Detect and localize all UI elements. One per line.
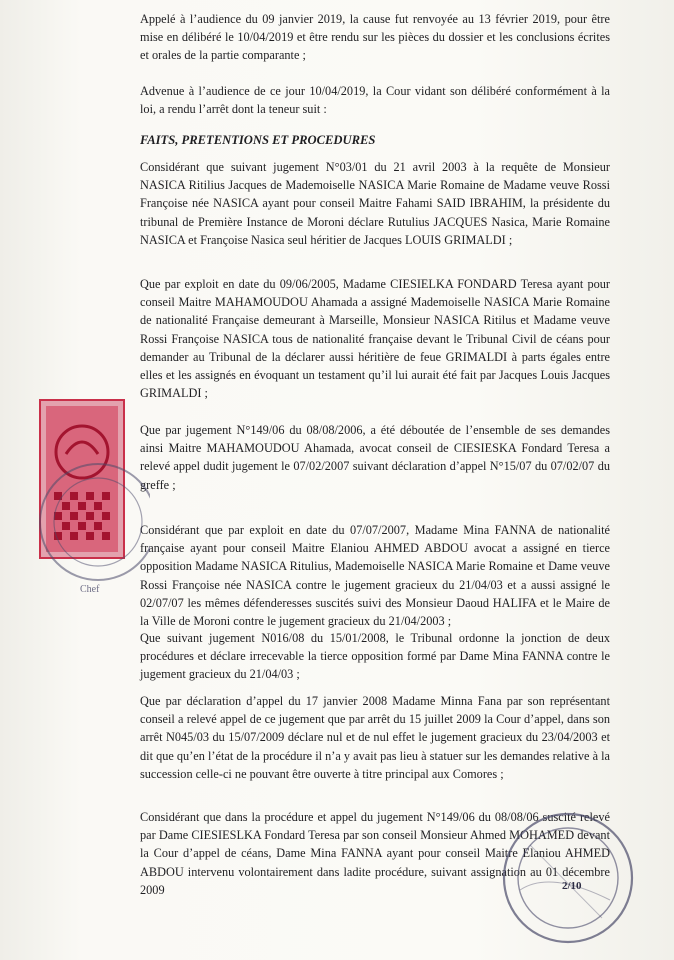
paragraph-appeal-procedure: Considérant que dans la procédure et appel du jugement N°149/06 du 08/08/06 suscité relevé par Dame CIESIESLKA Fondard Teresa par son conseil Monsieur Ahmed MOHAMED devant la Cour d’appel de céans, Dame Mina FANNA ayant pour conseil Maitre Elaniou AHMED ABDOU intervenu volontairement dans ladite procédure, suivant assignation au 01 décembre 2009 <box>140 810 610 897</box>
svg-text:Chef: Chef <box>80 584 100 595</box>
section-heading: FAITS, PRETENTIONS ET PROCEDURES <box>140 133 376 147</box>
paragraph-hearing-postponement: Appelé à l’audience du 09 janvier 2019, la cause fut renvoyée au 13 février 2019, pour être mise en délibéré le 10/04/2019 et être rendu sur les pièces du dossier et les conclusions écrites et orales de la partie comparante ; <box>140 12 610 63</box>
paragraph-exploit-2005: Que par exploit en date du 09/06/2005, Madame CIESIELKA FONDARD Teresa ayant pour conseil Maitre MAHAMOUDOU Ahamada a assigné Mademoiselle NASICA Marie Romaine de nationalité Française demeurant à Marseille, Monsieur NASICA Ritilus et Madame veuve Rossi Françoise NASICA tous de nationalité française devant le Tribunal Civil de céans pour demander au Tribunal de la déclarer aussi héritière de feue GRIMALDI à parts égales entre elles et les assignés en évoquant un testament qu’il lui aurait été fait par Jacques Louis Jacques GRIMALDI ; <box>140 277 610 401</box>
paragraph-deliberation: Advenue à l’audience de ce jour 10/04/2019, la Cour vidant son délibéré conformément à la loi, a rendu l’arrêt dont la teneur suit : <box>140 84 610 117</box>
court-seal-stamp <box>490 800 640 950</box>
page-number: 2/10 <box>562 880 582 892</box>
paragraph-judgment-2006: Que par jugement N°149/06 du 08/08/2006, a été déboutée de l’ensemble de ses demandes ainsi Maitre MAHAMOUDOU Ahamada, avocat conseil de CIESIESKA Fondard Teresa a relevé appel dudit jugement le 07/02/2007 suivant déclaration d’appel N°15/07 du 07/02/07 du greffe ; <box>140 423 610 492</box>
paragraph-judgment-2003: Considérant que suivant jugement N°03/01 du 21 avril 2003 à la requête de Monsieur NASICA Ritilius Jacques de Mademoiselle NASICA Marie Romaine de Madame veuve Rossi Françoise née NASICA ayant pour conseil Maitre Fahami SAID IBRAHIM, la présidente du tribunal de Première Instance de Moroni déclare Rutulius JACQUES Nasica, Marie Romaine NASICA et Françoise Nasica seul héritier de Jacques LOUIS GRIMALDI ; <box>140 160 610 247</box>
paragraph-exploit-2007: Considérant que par exploit en date du 07/07/2007, Madame Mina FANNA de nationalité française ayant pour conseil Maitre Elaniou AHMED ABDOU avocat a assigné en tierce opposition Madame NASICA Ritulius, Mademoiselle NASICA Marie Romaine et Dame veuve Rossi Françoise née NASICA contre le jugement gracieux du 21/04/03 et a aussi assigné le 02/07/07 les mêmes défenderesses suscités suivi des Monsieur Daoud HALIFA et le Maire de la Ville de Moroni contre le jugement gracieux du 21/04/2003 ; <box>140 523 610 629</box>
fiscal-stamp <box>10 392 150 617</box>
paragraph-appeal-2008: Que par déclaration d’appel du 17 janvier 2008 Madame Minna Fana par son représentant conseil a relevé appel de ce jugement que par arrêt du 15 juillet 2009 la Cour d’appel, dans son arrêt N045/03 du 15/07/2009 déclare nul et de nul effet le jugement gracieux du 23/04/2003 et dit que qu’en l’état de la procédure il n’a y avait pas lieu à statuer sur les demandes relative à la succession celle-ci ne pouvant être ouverte à titre principal aux Comores ; <box>140 694 610 781</box>
paragraph-judgment-2008: Que suivant jugement N016/08 du 15/01/2008, le Tribunal ordonne la jonction de deux procédures et déclare irrecevable la tierce opposition formé par Dame Mina FANNA contre le jugement gracieux du 21/04/03 ; <box>140 631 610 682</box>
